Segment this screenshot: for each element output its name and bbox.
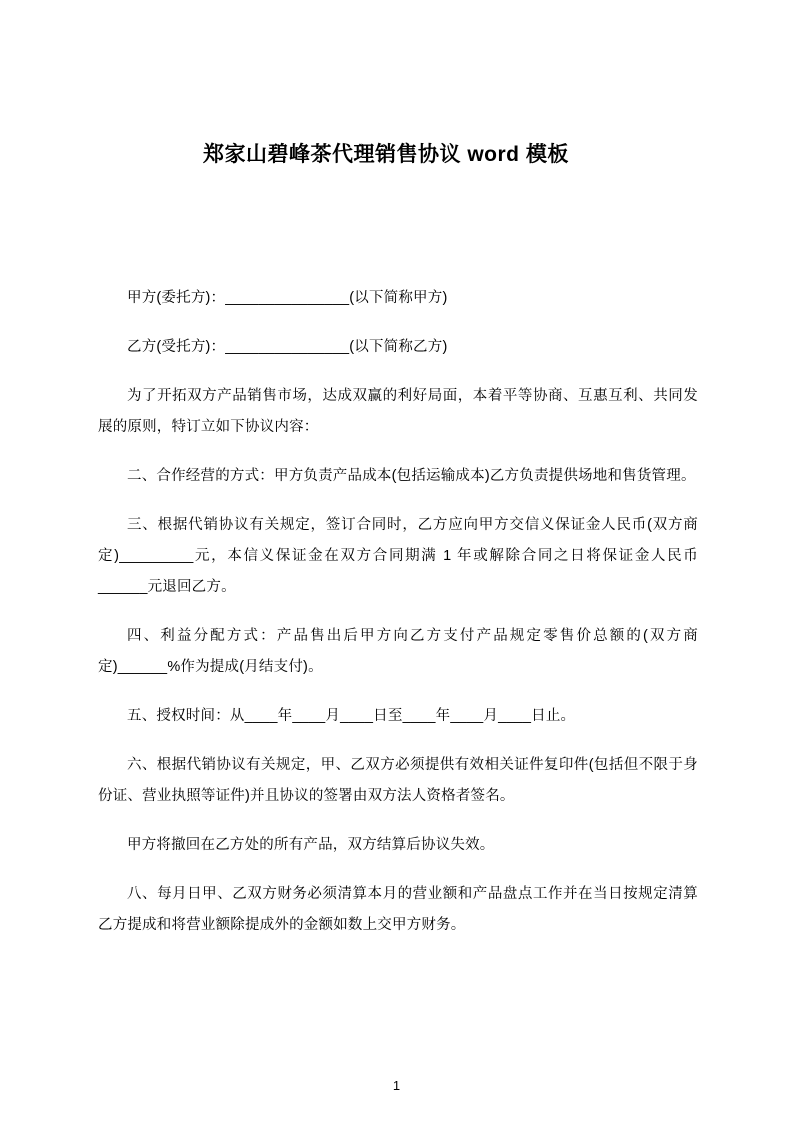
- paragraph-party-a: 甲方(委托方)：_______________(以下简称甲方): [127, 290, 448, 306]
- paragraph-preamble: 为了开拓双方产品销售市场，达成双赢的利好局面，本着平等协商、互惠互利、共同发展的原则，特订立如下协议内容：: [98, 388, 698, 435]
- paragraph-clause-2: 二、合作经营的方式：甲方负责产品成本(包括运输成本)乙方负责提供场地和售货管理。: [127, 468, 696, 484]
- paragraph-clause-4: 四、利益分配方式：产品售出后甲方向乙方支付产品规定零售价总额的(双方商定)______%作为提成(月结支付)。: [98, 628, 698, 675]
- page-number: 1: [392, 1078, 401, 1093]
- paragraph-clause-5: 五、授权时间：从____年____月____日至____年____月____日止。: [127, 708, 576, 724]
- document-body: [98, 283, 698, 959]
- paragraph-clause-8: 八、每月日甲、乙双方财务必须清算本月的营业额和产品盘点工作并在当日按规定清算乙方提成和将营业额除提成外的金额如数上交甲方财务。: [98, 886, 698, 933]
- paragraph-clause-7: 甲方将撤回在乙方处的所有产品，双方结算后协议失效。: [127, 837, 495, 853]
- paragraph-clause-3: 三、根据代销协议有关规定，签订合同时，乙方应向甲方交信义保证金人民币(双方商定)_________元，本信义保证金在双方合同期满 1 年或解除合同之日将保证金人民币______元退回乙方。: [98, 517, 698, 595]
- paragraph-clause-6: 六、根据代销协议有关规定，甲、乙双方必须提供有效相关证件复印件(包括但不限于身份证、营业执照等证件)并且协议的签署由双方法人资格者签名。: [98, 757, 698, 804]
- page-title: 郑家山碧峰茶代理销售协议 word 模板: [203, 143, 569, 166]
- paragraph-party-b: 乙方(受托方)：_______________(以下简称乙方): [127, 339, 448, 355]
